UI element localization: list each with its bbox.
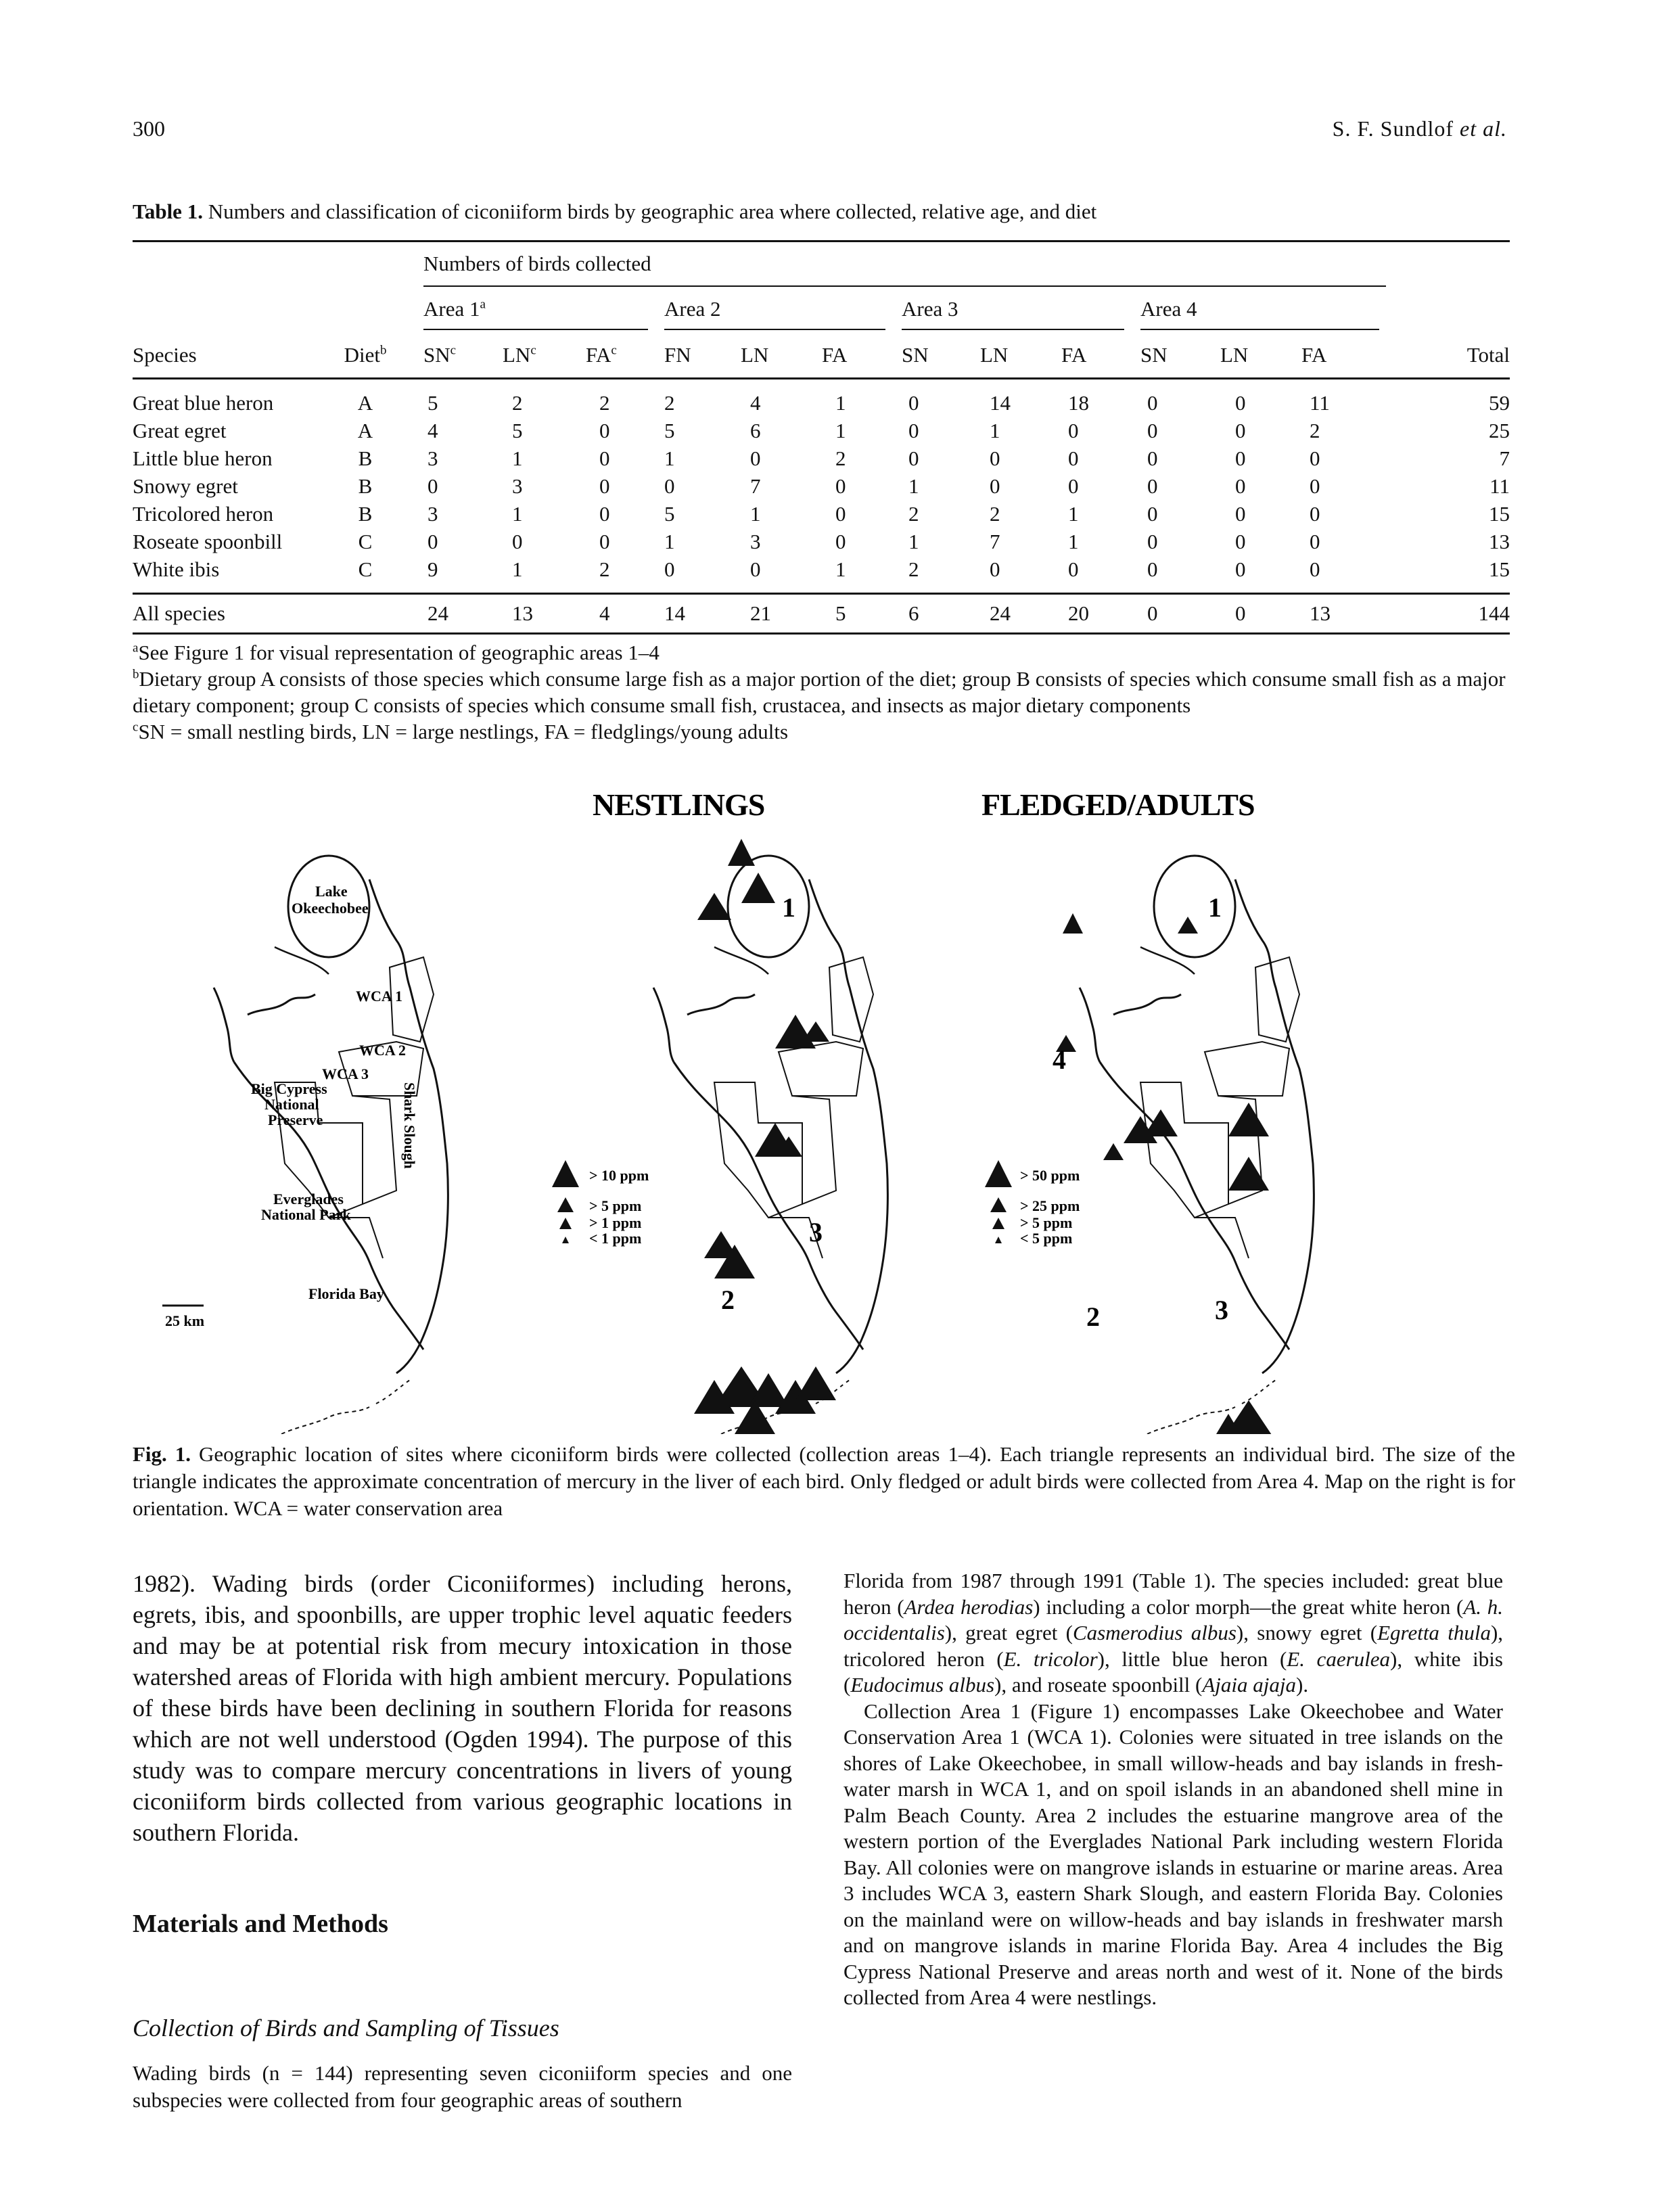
fledged-area-4: 4 (1053, 1044, 1065, 1075)
table-cell: 1 (512, 446, 523, 470)
table-cell: 1 (835, 418, 846, 442)
data-table (133, 240, 1510, 635)
nestlings-area-1: 1 (782, 892, 795, 923)
table-cell-total: 144 (1478, 601, 1510, 625)
table-cell: 0 (750, 557, 761, 581)
diet-group: B (358, 501, 373, 526)
table-cell-total: 15 (1489, 501, 1510, 526)
table-cell-total: 59 (1489, 390, 1510, 415)
label-preserve: Preserve (268, 1111, 323, 1128)
svg-text:25 km: 25 km (165, 1312, 205, 1329)
table-cell: 5 (512, 418, 523, 442)
species-name: Tricolored heron (133, 501, 274, 526)
nestlings-triangles (694, 839, 836, 1434)
running-head (1333, 116, 1507, 141)
table-cell: 0 (1068, 557, 1079, 581)
table-cell: 2 (1310, 418, 1320, 442)
figure-caption-text: Geographic location of sites where ciconiiform birds were collected (collection areas 1–4). Each triangle represents an individual bird. The size of the triangle indicates the approximate concentration of mercury in the liver of each bird. Only fledged or adult birds were collected from Area 4. Map on the right is for orientation. WCA = water conservation area (133, 1442, 1515, 1520)
table-cell: 2 (664, 390, 675, 415)
table-cell: 0 (1235, 601, 1246, 625)
table-cell: 1 (990, 418, 1000, 442)
table-cell: 0 (1068, 446, 1079, 470)
table-cell: 1 (664, 446, 675, 470)
table-cell: 0 (427, 529, 438, 553)
diet-group: A (357, 390, 373, 415)
table-cell: 0 (1147, 446, 1158, 470)
table-cell: 5 (664, 418, 675, 442)
nestlings-map (653, 839, 887, 1434)
svg-text:> 5 ppm: > 5 ppm (589, 1197, 642, 1214)
label-big-cypress: Big Cypress (251, 1080, 327, 1097)
table-cell: 1 (664, 529, 675, 553)
svg-text:< 5 ppm: < 5 ppm (1020, 1230, 1073, 1247)
table-cell: 2 (908, 557, 919, 581)
table-caption-text: Numbers and classification of ciconiiform birds by geographic area where collected, relative age, and diet (202, 200, 1097, 223)
table-cell: 0 (990, 446, 1000, 470)
table-cell: 6 (908, 601, 919, 625)
table-cell: 0 (1147, 557, 1158, 581)
subcol-header: $SN^c$ (423, 343, 457, 367)
page-number: 300 (133, 116, 165, 141)
fledged-legend (985, 1160, 1080, 1247)
footnote-a: $^a$See Figure 1 for visual representation of geographic areas 1–4 (133, 641, 660, 664)
table-cell: 3 (750, 529, 761, 553)
area-1-header: Area 1$^a$ (423, 290, 648, 330)
svg-text:< 1 ppm: < 1 ppm (589, 1230, 642, 1247)
running-head-author: S. F. Sundlof (1332, 116, 1460, 141)
table-cell: 0 (1310, 446, 1320, 470)
table-cell: 0 (664, 474, 675, 498)
table-cell: 0 (1310, 474, 1320, 498)
subcol-header: FA (1061, 343, 1087, 367)
label-wca2: WCA 2 (359, 1042, 407, 1059)
species-paragraph: Florida from 1987 through 1991 (Table 1). The species included: great blue heron (Ardea herodias) including a color morph—the great white heron (A. h. occidentalis), great egret (Casmerodius albus), snowy egret (Egretta thula), tricolored heron (E. tricolor), little blue heron (E. caerulea), white ibis (Eudocimus albus), and roseate spoonbill (Ajaia ajaja). (843, 1569, 1504, 1697)
table-row (133, 417, 1510, 444)
areas-paragraph: Collection Area 1 (Figure 1) encompasses Lake Okeechobee and Water Conservation Area 1 (WCA 1). Colonies were situated in tree islands on the shores of Lake Okeechobee, in small willow-heads and bay islands in fresh-water marsh in WCA 1, and on spoil islands in an abandoned shell mine in Palm Beach County. Area 2 includes the estuarine mangrove area of the western portion of the Everglades National Park including western Florida Bay. All colonies were on mangrove islands in estuarine or marine areas. Area 3 includes WCA 3, eastern Shark Slough, and eastern Florida Bay. Colonies on the mainland were on willow-heads and bay islands in freshwater marsh and on mangrove islands in marine Florida Bay. Area 4 includes the Big Cypress National Preserve and areas north and west of it. None of the birds collected from Area 4 were nestlings. (843, 1699, 1503, 2009)
table-cell: 0 (835, 529, 846, 553)
table-cell: 0 (664, 557, 675, 581)
table-cell: 1 (908, 474, 919, 498)
table-cell: 1 (1068, 501, 1079, 526)
table-row (133, 444, 1510, 472)
table-cell: 2 (908, 501, 919, 526)
table-cell: 4 (599, 601, 610, 625)
table-cell: 4 (427, 418, 438, 442)
col-species: Species (133, 343, 197, 367)
label-national: National (264, 1096, 319, 1113)
subcol-header: LN (741, 343, 769, 367)
subcol-header: SN (1140, 343, 1168, 367)
diet-group: C (358, 557, 373, 581)
table-cell: 2 (835, 446, 846, 470)
table-cell: 2 (990, 501, 1000, 526)
subcol-header: FN (664, 343, 691, 367)
table-cell: 9 (427, 557, 438, 581)
table-cell: 14 (664, 601, 685, 625)
table-cell: 1 (908, 529, 919, 553)
table-cell: 0 (1235, 474, 1246, 498)
table-cell: 0 (1068, 418, 1079, 442)
table-cell: 0 (1147, 501, 1158, 526)
species-name: Great blue heron (133, 390, 274, 415)
label-wca3: WCA 3 (322, 1065, 369, 1082)
nestlings-area-2: 2 (721, 1285, 734, 1315)
scale-bar (162, 1306, 204, 1329)
table-cell-total: 13 (1489, 529, 1510, 553)
table-cell: 1 (1068, 529, 1079, 553)
table-cell: 24 (427, 601, 448, 625)
fledged-title: FLEDGED/ADULTS (981, 787, 1255, 822)
subcol-header: SN (902, 343, 929, 367)
table-cell: 2 (599, 557, 610, 581)
table-cell: 1 (835, 557, 846, 581)
species-name: Roseate spoonbill (133, 529, 283, 553)
table-cell: 11 (1310, 390, 1330, 415)
table-cell: 2 (512, 390, 523, 415)
svg-text:> 25 ppm: > 25 ppm (1020, 1197, 1080, 1214)
table-cell: 0 (1235, 418, 1246, 442)
table-cell: 21 (750, 601, 771, 625)
diet-group: A (357, 418, 373, 442)
species-name: White ibis (133, 557, 220, 581)
table-cell: 1 (835, 390, 846, 415)
table-caption (133, 200, 1512, 224)
area-3-header: Area 3 (902, 290, 1124, 330)
table-row (133, 500, 1510, 528)
table-cell-total: 25 (1489, 418, 1510, 442)
table-cell: 20 (1068, 601, 1089, 625)
fledged-map (1053, 856, 1314, 1434)
table-cell: 0 (1310, 529, 1320, 553)
table-cell: 14 (990, 390, 1011, 415)
table-cell: 0 (599, 418, 610, 442)
area-4-header: Area 4 (1140, 290, 1379, 330)
table-cell: 0 (835, 501, 846, 526)
table-cell: 0 (1235, 557, 1246, 581)
fledged-area-3: 3 (1215, 1295, 1228, 1325)
species-name: Snowy egret (133, 474, 238, 498)
diet-group: B (358, 474, 373, 498)
table-footnotes (133, 639, 1512, 745)
table-cell: 0 (1235, 529, 1246, 553)
subcol-header: LN (980, 343, 1009, 367)
table-cell: 13 (1310, 601, 1331, 625)
table-cell: 3 (427, 446, 438, 470)
table-cell: 3 (427, 501, 438, 526)
species-name: Little blue heron (133, 446, 273, 470)
table-cell: 13 (512, 601, 533, 625)
col-diet: Diet$^b$ (344, 343, 387, 367)
fledged-triangles (1056, 913, 1276, 1434)
table-cell: 0 (1310, 557, 1320, 581)
label-wca1: WCA 1 (356, 988, 403, 1005)
table-cell: 0 (750, 446, 761, 470)
table-cell: 0 (1147, 601, 1158, 625)
col-total: Total (1466, 343, 1510, 367)
table-cell: 0 (1310, 501, 1320, 526)
table-row (133, 528, 1510, 555)
table-cell: 0 (1147, 418, 1158, 442)
svg-text:> 1 ppm: > 1 ppm (589, 1214, 642, 1231)
table-cell: 4 (750, 390, 761, 415)
diet-group: C (358, 529, 373, 553)
section-heading: Materials and Methods (133, 1910, 388, 1938)
subsection-heading: Collection of Birds and Sampling of Tissues (133, 2014, 559, 2042)
table-cell: 0 (1147, 474, 1158, 498)
table-row (133, 379, 1510, 417)
footnote-c: $^c$SN = small nestling birds, LN = large nestlings, FA = fledglings/young adults (133, 720, 789, 743)
subcol-header: $FA^c$ (586, 343, 617, 367)
nestlings-legend (552, 1160, 649, 1247)
table-cell: 0 (599, 529, 610, 553)
table-cell: 7 (990, 529, 1000, 553)
table-caption-label: Table 1. (133, 200, 203, 223)
table-cell: 0 (599, 501, 610, 526)
table-row (133, 555, 1510, 594)
subcol-header: LN (1220, 343, 1249, 367)
table-cell-total: 11 (1489, 474, 1510, 498)
table-cell: 18 (1068, 390, 1089, 415)
table-cell: 0 (427, 474, 438, 498)
body-right-column (843, 1568, 1503, 2011)
body-left-column (133, 1568, 792, 1848)
table-cell: 3 (512, 474, 523, 498)
table-cell: 0 (1235, 390, 1246, 415)
table-row (133, 472, 1510, 500)
intro-paragraph: 1982). Wading birds (order Ciconiiformes) including herons, egrets, ibis, and spoonbills, are upper trophic level aquatic feeders and may be at potential risk from mecury intoxication in those watershed areas of Florida with high ambient mercury. Populations of these birds have been declining in southern Florida for reasons which are not well understood (Ogden 1994). The purpose of this study was to compare mercury concentrations in livers of young ciconiiform birds collected from various geographic locations in southern Florida. (133, 1570, 792, 1846)
nestlings-area-3: 3 (809, 1217, 822, 1247)
table-cell: 0 (908, 418, 919, 442)
figure-caption-label: Fig. 1. (133, 1442, 191, 1466)
table-cell: 1 (512, 557, 523, 581)
table-cell: 1 (512, 501, 523, 526)
fledged-area-1: 1 (1208, 892, 1221, 923)
group-header: Numbers of birds collected (423, 241, 1386, 287)
figure-maps (133, 785, 1519, 1434)
table-cell: 0 (990, 557, 1000, 581)
table-cell: 5 (664, 501, 675, 526)
subcol-header: FA (822, 343, 848, 367)
label-florida-bay: Florida Bay (308, 1285, 384, 1302)
orientation-map (214, 856, 448, 1434)
label-shark-slough: Shark Slough (401, 1082, 418, 1169)
label-national-park: National Park (261, 1206, 351, 1223)
label-okeechobee: Okeechobee (292, 900, 369, 917)
svg-text:> 10 ppm: > 10 ppm (589, 1167, 649, 1184)
table-cell: 0 (1235, 501, 1246, 526)
table-cell: 0 (512, 529, 523, 553)
figure-caption (133, 1441, 1515, 1522)
table-cell: 0 (1147, 529, 1158, 553)
diet-group: B (358, 446, 373, 470)
table-cell-total: 15 (1489, 557, 1510, 581)
table-cell: 24 (990, 601, 1011, 625)
label-lake: Lake (315, 883, 348, 900)
table-cell: 0 (599, 446, 610, 470)
fledged-area-2: 2 (1086, 1301, 1099, 1332)
table-cell-total: 7 (1499, 446, 1510, 470)
total-label: All species (133, 601, 225, 625)
table-cell: 1 (750, 501, 761, 526)
table-cell: 5 (835, 601, 846, 625)
species-name: Great egret (133, 418, 227, 442)
table-cell: 6 (750, 418, 761, 442)
table-cell: 7 (750, 474, 761, 498)
nestlings-title: NESTLINGS (593, 787, 765, 822)
table-cell: 0 (1068, 474, 1079, 498)
table-cell: 0 (599, 474, 610, 498)
table-cell: 0 (1235, 446, 1246, 470)
label-everglades: Everglades (273, 1191, 344, 1207)
area-2-header: Area 2 (664, 290, 885, 330)
svg-text:> 50 ppm: > 50 ppm (1020, 1167, 1080, 1184)
footnote-b: $^b$Dietary group A consists of those species which consume large fish as a major portion of the diet; group B consists of species which consume small fish as a major dietary component; group C consists of species which consume small fish, crustacea, and insects as major dietary components (133, 667, 1506, 717)
table-cell: 0 (990, 474, 1000, 498)
table-cell: 0 (908, 446, 919, 470)
running-head-etal: et al. (1460, 116, 1507, 141)
subcol-header: $LN^c$ (503, 343, 536, 367)
table-cell: 0 (1147, 390, 1158, 415)
table-cell: 5 (427, 390, 438, 415)
svg-text:> 5 ppm: > 5 ppm (1020, 1214, 1073, 1231)
table-cell: 2 (599, 390, 610, 415)
table-total-row (133, 594, 1510, 634)
table-cell: 0 (908, 390, 919, 415)
subcol-header: FA (1301, 343, 1327, 367)
methods-paragraph: Wading birds (n = 144) representing seven ciconiiform species and one subspecies were collected from four geographic areas of southern (133, 2061, 792, 2112)
table-cell: 0 (835, 474, 846, 498)
